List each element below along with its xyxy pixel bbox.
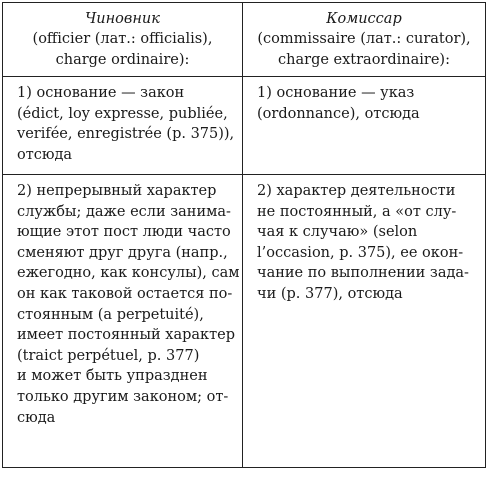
header-line: (commissaire (лат.: curator), xyxy=(257,31,471,47)
text-line: службы; даже если занима- xyxy=(17,203,231,220)
text-line: l’occasion, p. 375), ее окон- xyxy=(257,244,464,261)
text-line: только другим законом; от- xyxy=(17,388,229,405)
header-cell-officier xyxy=(3,3,243,77)
text-line: verifée, enregistrée (p. 375)), xyxy=(17,126,235,143)
table-row xyxy=(3,77,486,175)
header-title-officier: Чиновник xyxy=(85,11,160,27)
text-line: стоянным (a perpetuité), xyxy=(17,306,204,323)
text-line: он как таковой остается по- xyxy=(17,285,233,302)
table-cell-commissaire-basis xyxy=(243,77,486,175)
table-row xyxy=(3,175,486,468)
text-line: и может быть упразднен xyxy=(17,368,208,385)
text-line: чание по выполнении зада- xyxy=(257,265,469,282)
text-line: имеет постоянный характер xyxy=(17,327,235,344)
text-line: ющие этот пост люди часто xyxy=(17,224,231,241)
text-line: сюда xyxy=(17,409,56,426)
table-cell-officier-character xyxy=(3,175,243,468)
header-cell-commissaire xyxy=(243,3,486,77)
header-line: charge ordinaire): xyxy=(55,51,190,68)
text-line: чи (p. 377), отсюда xyxy=(257,285,403,302)
header-line: (officier (лат.: officialis), xyxy=(32,31,213,47)
text-line: 2) непрерывный характер xyxy=(17,183,217,199)
text-line: 1) основание — закон xyxy=(17,85,185,101)
text-line: сменяют друг друга (напр., xyxy=(17,244,228,261)
text-line: отсюда xyxy=(17,146,73,163)
table-cell-commissaire-character xyxy=(243,175,486,468)
text-line: ежегодно, как консулы), сам xyxy=(17,265,240,282)
text-line: 2) характер деятельности xyxy=(257,183,456,199)
text-line: 1) основание — указ xyxy=(257,85,415,101)
comparison-table xyxy=(2,2,486,468)
table-cell-officier-basis xyxy=(3,77,243,175)
text-line: (traict perpétuel, p. 377) xyxy=(17,347,200,364)
header-title-commissaire: Комиссар xyxy=(326,11,402,27)
text-line: (ordonnance), отсюда xyxy=(257,105,420,122)
header-row xyxy=(3,3,486,77)
text-line: (édict, loy expresse, publiée, xyxy=(17,105,228,122)
text-line: не постоянный, а «от слу- xyxy=(257,203,457,220)
text-line: чая к случаю» (selon xyxy=(257,224,418,241)
header-line: charge extraordinaire): xyxy=(278,51,450,68)
